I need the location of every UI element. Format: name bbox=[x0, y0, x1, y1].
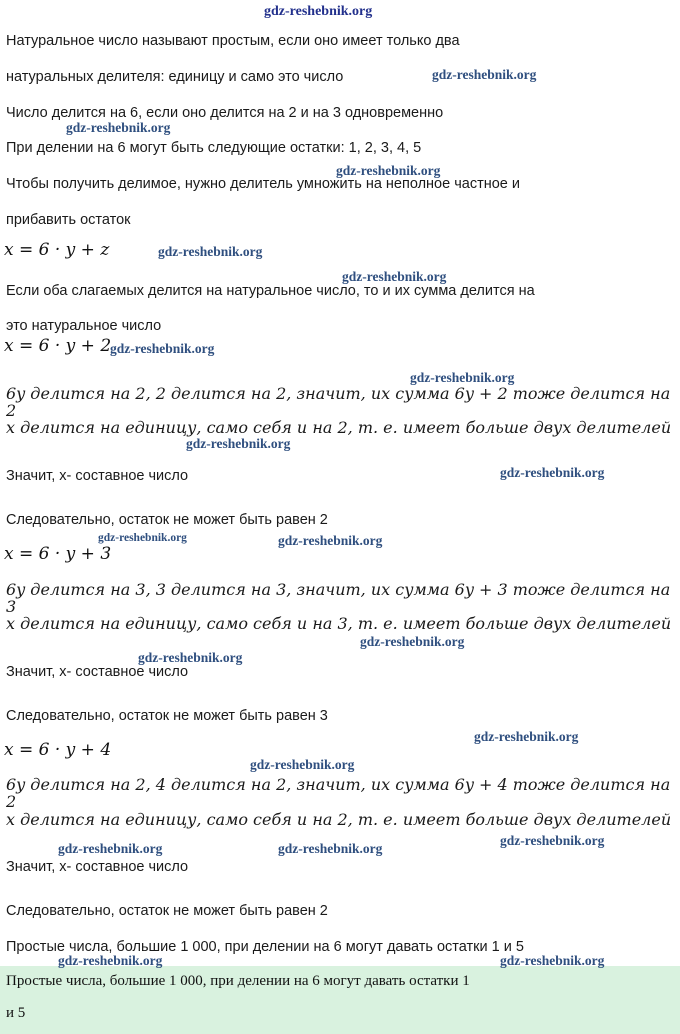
equation: x = 6 · y + z bbox=[4, 240, 110, 260]
text-line: Значит, x- составное число bbox=[6, 664, 189, 680]
watermark: gdz-reshebnik.org bbox=[278, 533, 383, 548]
watermark: gdz-reshebnik.org bbox=[58, 953, 163, 968]
watermark: gdz-reshebnik.org bbox=[336, 163, 441, 178]
watermark: gdz-reshebnik.org bbox=[58, 841, 163, 856]
watermark: gdz-reshebnik.org bbox=[250, 757, 355, 772]
math-line: x делится на единицу, само себя и на 3, т. е. имеет больше двух делителей bbox=[6, 614, 672, 633]
math-line: x делится на единицу, само себя и на 2, т. е. имеет больше двух делителей bbox=[6, 418, 672, 437]
watermark: gdz-reshebnik.org bbox=[264, 4, 373, 19]
text-line: Чтобы получить делимое, нужно делитель умножить на неполное частное и bbox=[6, 176, 520, 192]
text-line: Значит, x- составное число bbox=[6, 468, 189, 484]
text-line: Простые числа, большие 1 000, при делении на 6 могут давать остатки 1 и 5 bbox=[6, 939, 524, 955]
math-line: 6y делится на 2, 4 делится на 2, значит, их сумма 6y + 4 тоже делится на 2 bbox=[6, 775, 676, 811]
watermark: gdz-reshebnik.org bbox=[110, 341, 215, 356]
equation: x = 6 · y + 2 bbox=[4, 336, 112, 356]
math-line: x делится на единицу, само себя и на 2, т. е. имеет больше двух делителей bbox=[6, 810, 672, 829]
text-line: прибавить остаток bbox=[6, 212, 131, 228]
text-line: это натуральное число bbox=[6, 318, 162, 334]
text-line: Следовательно, остаток не может быть равен 2 bbox=[6, 903, 328, 919]
text-line: Если оба слагаемых делится на натуральное число, то и их сумма делится на bbox=[6, 283, 535, 299]
watermark: gdz-reshebnik.org bbox=[342, 269, 447, 284]
watermark: gdz-reshebnik.org bbox=[500, 953, 605, 968]
watermark: gdz-reshebnik.org bbox=[500, 465, 605, 480]
watermark: gdz-reshebnik.org bbox=[278, 841, 383, 856]
watermark: gdz-reshebnik.org bbox=[158, 244, 263, 259]
text-line: Число делится на 6, если оно делится на 2 и на 3 одновременно bbox=[6, 105, 444, 121]
answer-line-2: и 5 bbox=[6, 1005, 26, 1021]
equation: x = 6 · y + 3 bbox=[4, 544, 112, 564]
answer-line-1: Простые числа, большие 1 000, при делении на 6 могут давать остатки 1 bbox=[6, 973, 470, 989]
equation: x = 6 · y + 4 bbox=[4, 740, 112, 760]
text-line: При делении на 6 могут быть следующие остатки: 1, 2, 3, 4, 5 bbox=[6, 140, 422, 156]
math-line: 6y делится на 3, 3 делится на 3, значит, их сумма 6y + 3 тоже делится на 3 bbox=[6, 580, 676, 616]
answer-highlight-band-2 bbox=[0, 996, 680, 1034]
text-line: натуральных делителя: единицу и само это число bbox=[6, 69, 344, 85]
text-line: Следовательно, остаток не может быть равен 2 bbox=[6, 512, 328, 528]
watermark: gdz-reshebnik.org bbox=[360, 634, 465, 649]
watermark: gdz-reshebnik.org bbox=[500, 833, 605, 848]
watermark: gdz-reshebnik.org bbox=[98, 532, 187, 544]
text-line: Значит, x- составное число bbox=[6, 859, 189, 875]
watermark: gdz-reshebnik.org bbox=[410, 370, 515, 385]
watermark: gdz-reshebnik.org bbox=[186, 436, 291, 451]
text-line: Натуральное число называют простым, если оно имеет только два bbox=[6, 33, 460, 49]
watermark: gdz-reshebnik.org bbox=[432, 67, 537, 82]
watermark: gdz-reshebnik.org bbox=[474, 729, 579, 744]
watermark: gdz-reshebnik.org bbox=[66, 120, 171, 135]
math-line: 6y делится на 2, 2 делится на 2, значит, их сумма 6y + 2 тоже делится на 2 bbox=[6, 384, 676, 420]
watermark: gdz-reshebnik.org bbox=[138, 650, 243, 665]
text-line: Следовательно, остаток не может быть равен 3 bbox=[6, 708, 328, 724]
